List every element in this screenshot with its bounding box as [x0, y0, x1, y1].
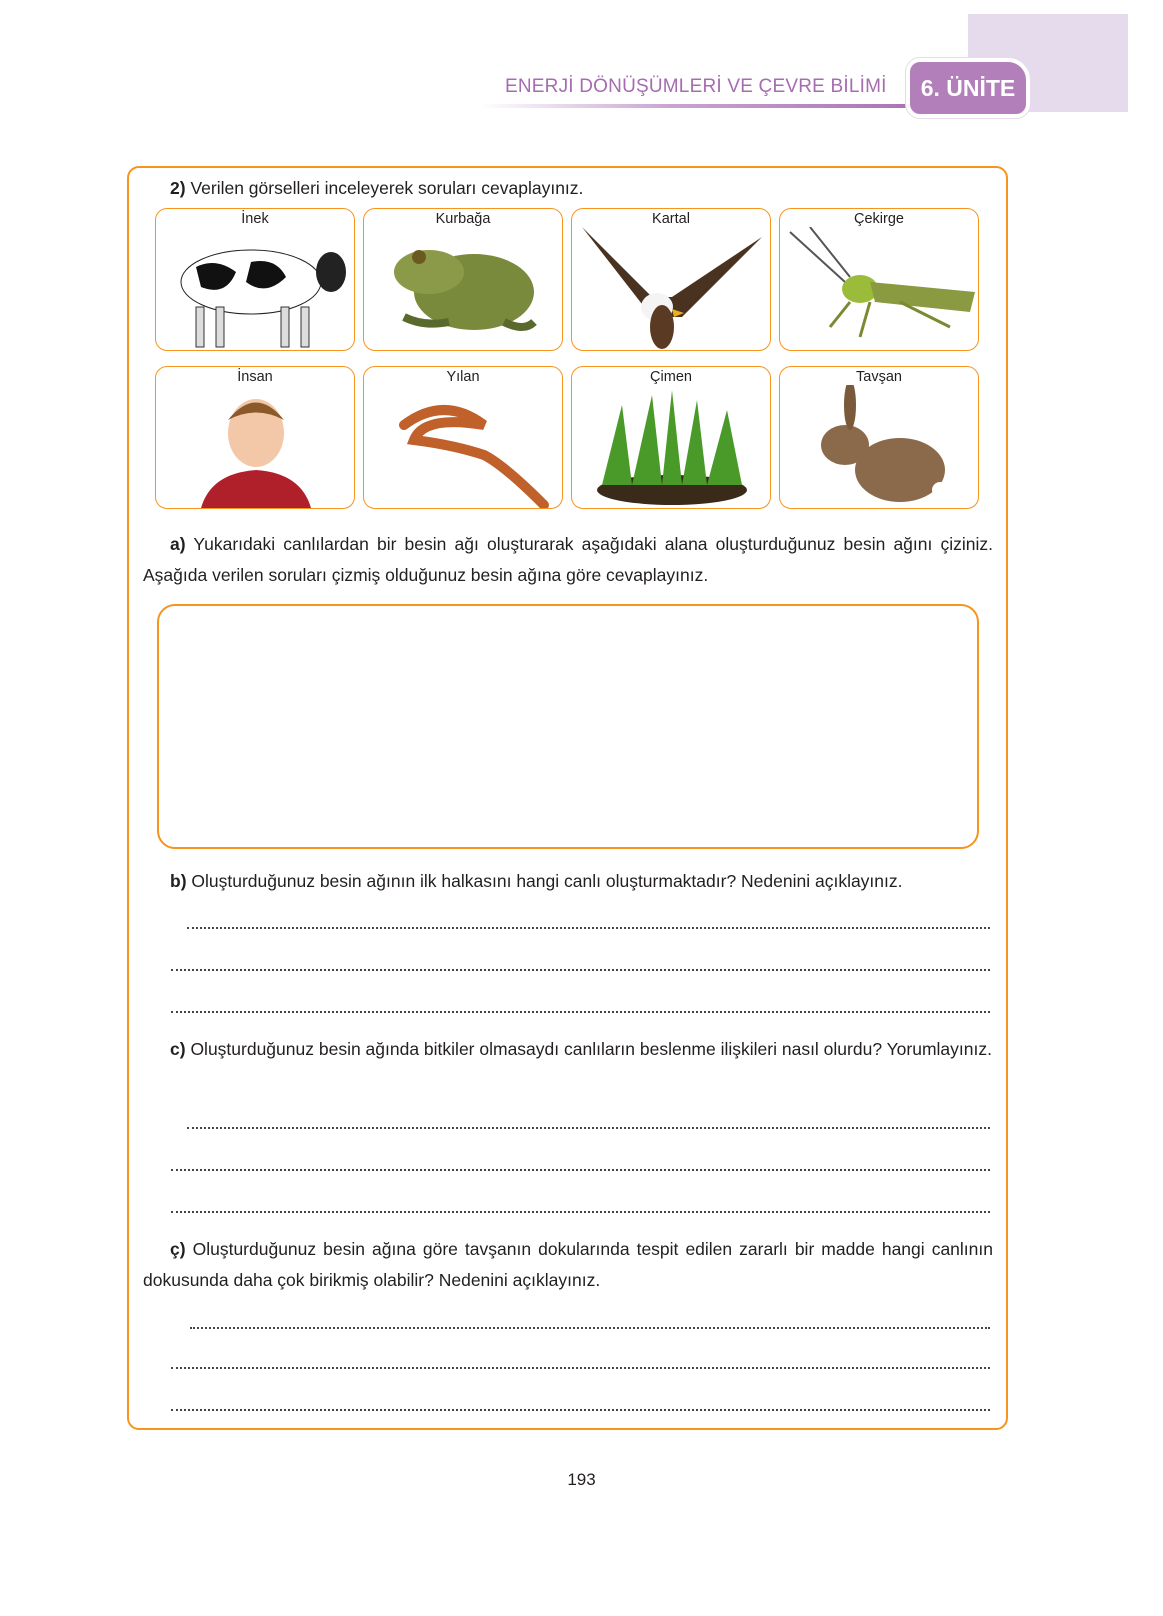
- answer-line-b2[interactable]: [171, 967, 990, 971]
- part-a: [143, 529, 993, 591]
- organism-label: İnek: [241, 211, 269, 227]
- unit-title: ENERJİ DÖNÜŞÜMLERİ VE ÇEVRE BİLİMİ: [505, 76, 887, 97]
- part-a-text: Yukarıdaki canlılardan bir besin ağı oluşturarak aşağıdaki alana oluşturduğunuz besin ağını çiziniz. Aşağıda verilen soruları çizmiş olduğunuz besin ağına göre cevaplayınız.: [143, 534, 994, 585]
- question-number: 2): [170, 178, 186, 198]
- part-cc-text: Oluşturduğunuz besin ağına göre tavşanın dokularında tespit edilen zararlı bir madde hangi canlının dokusunda daha çok birikmiş olabilir? Nedenini açıklayınız.: [143, 1239, 993, 1290]
- part-b: [143, 866, 993, 897]
- answer-line-cc2[interactable]: [171, 1365, 990, 1369]
- organism-card-rabbit: [779, 366, 979, 509]
- food-web-drawing-area[interactable]: [157, 604, 979, 849]
- part-b-label: b): [170, 871, 187, 891]
- question-text: Verilen görselleri inceleyerek soruları cevaplayınız.: [190, 178, 584, 198]
- organism-label: Tavşan: [856, 369, 902, 385]
- grass-image: [572, 385, 770, 508]
- organism-label: Yılan: [446, 369, 480, 385]
- part-c: [143, 1034, 993, 1065]
- answer-line-c1[interactable]: [187, 1125, 990, 1129]
- header-underline: [480, 104, 950, 108]
- part-b-text: Oluşturduğunuz besin ağının ilk halkasını hangi canlı oluşturmaktadır? Nedenini açıklayınız.: [191, 871, 903, 891]
- organism-label: İnsan: [237, 369, 273, 385]
- boy-image: [156, 385, 354, 508]
- part-cc-label: ç): [170, 1239, 186, 1259]
- eagle-image: [572, 227, 770, 350]
- answer-line-c2[interactable]: [171, 1167, 990, 1171]
- part-c-text: Oluşturduğunuz besin ağında bitkiler olmasaydı canlıların beslenme ilişkileri nasıl olurdu? Yorumlayınız.: [190, 1039, 992, 1059]
- snake-image: [364, 385, 562, 508]
- organism-card-snake: [363, 366, 563, 509]
- organism-card-frog: [363, 208, 563, 351]
- part-a-label: a): [170, 534, 186, 554]
- question-prompt: [170, 173, 583, 204]
- organism-label: Kartal: [652, 211, 690, 227]
- answer-line-b3[interactable]: [171, 1009, 990, 1013]
- frog-image: [364, 227, 562, 350]
- grasshopper-image: [780, 227, 978, 350]
- rabbit-image: [780, 385, 978, 508]
- organism-card-eagle: [571, 208, 771, 351]
- answer-line-c3[interactable]: [171, 1209, 990, 1213]
- answer-line-cc3[interactable]: [171, 1407, 990, 1411]
- organism-card-cow: [155, 208, 355, 351]
- part-cc: [143, 1234, 993, 1296]
- organism-label: Kurbağa: [435, 211, 491, 227]
- organism-label: Çimen: [650, 369, 692, 385]
- answer-line-b1[interactable]: [187, 925, 990, 929]
- answer-line-cc1[interactable]: [190, 1325, 990, 1329]
- cow-image: [156, 227, 354, 350]
- unit-badge: 6. ÜNİTE: [906, 58, 1030, 118]
- organism-card-grass: [571, 366, 771, 509]
- page-number: 193: [567, 1470, 596, 1489]
- organism-label: Çekirge: [854, 211, 904, 227]
- organism-card-human: [155, 366, 355, 509]
- part-c-label: c): [170, 1039, 186, 1059]
- organism-card-grasshopper: [779, 208, 979, 351]
